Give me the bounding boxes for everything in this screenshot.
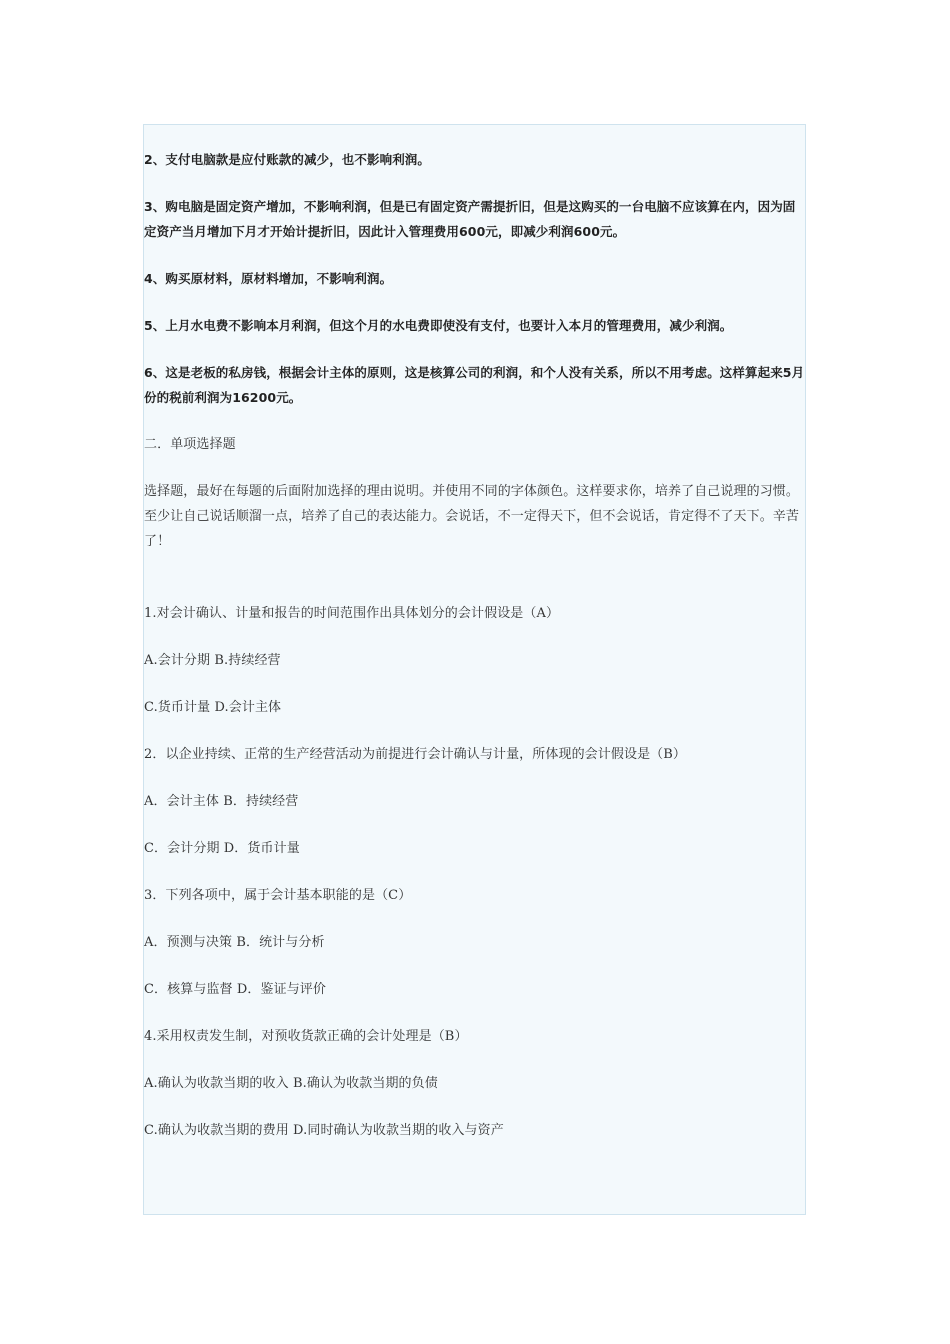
question-4: 4.采用权责发生制，对预收货款正确的会计处理是（B） [144, 1029, 468, 1044]
answer-paragraph-4: 4、购买原材料，原材料增加，不影响利润。 [144, 271, 393, 286]
question-2-options-ab: A．会计主体 B．持续经营 [144, 794, 299, 809]
document-content-box [143, 124, 806, 1215]
question-1: 1.对会计确认、计量和报告的时间范围作出具体划分的会计假设是（A） [144, 606, 560, 621]
question-2-options-cd: C．会计分期 D．货币计量 [144, 841, 300, 856]
answer-paragraph-6: 6、这是老板的私房钱，根据会计主体的原则，这是核算公司的利润，和个人没有关系，所以不用考虑。这样算起来5月份的税前利润为16200元。 [144, 365, 805, 405]
question-1-options-ab: A.会计分期 B.持续经营 [144, 653, 281, 668]
section-title: 二．单项选择题 [144, 437, 236, 452]
question-1-options-cd: C.货币计量 D.会计主体 [144, 700, 282, 715]
question-4-options-cd: C.确认为收款当期的费用 D.同时确认为收款当期的收入与资产 [144, 1123, 504, 1138]
answer-paragraph-5: 5、上月水电费不影响本月利润，但这个月的水电费即使没有支付，也要计入本月的管理费用，减少利润。 [144, 318, 733, 333]
question-3-options-cd: C．核算与监督 D．鉴证与评价 [144, 982, 327, 997]
question-2: 2．以企业持续、正常的生产经营活动为前提进行会计确认与计量，所体现的会计假设是（B） [144, 747, 687, 762]
question-4-options-ab: A.确认为收款当期的收入 B.确认为收款当期的负债 [144, 1076, 438, 1091]
answer-paragraph-2: 2、支付电脑款是应付账款的减少，也不影响利润。 [144, 152, 430, 167]
question-3: 3．下列各项中，属于会计基本职能的是（C） [144, 888, 412, 903]
answer-paragraph-3: 3、购电脑是固定资产增加，不影响利润，但是已有固定资产需提折旧，但是这购买的一台电脑不应该算在内，因为固定资产当月增加下月才开始计提折旧，因此计入管理费用600元，即减少利润600元。 [144, 199, 796, 239]
instructions-paragraph: 选择题，最好在每题的后面附加选择的理由说明。并使用不同的字体颜色。这样要求你，培养了自己说理的习惯。至少让自己说话顺溜一点，培养了自己的表达能力。会说话，不一定得天下，但不会说话，肯定得不了天下。辛苦了！ [144, 484, 800, 549]
question-3-options-ab: A．预测与决策 B．统计与分析 [144, 935, 325, 950]
